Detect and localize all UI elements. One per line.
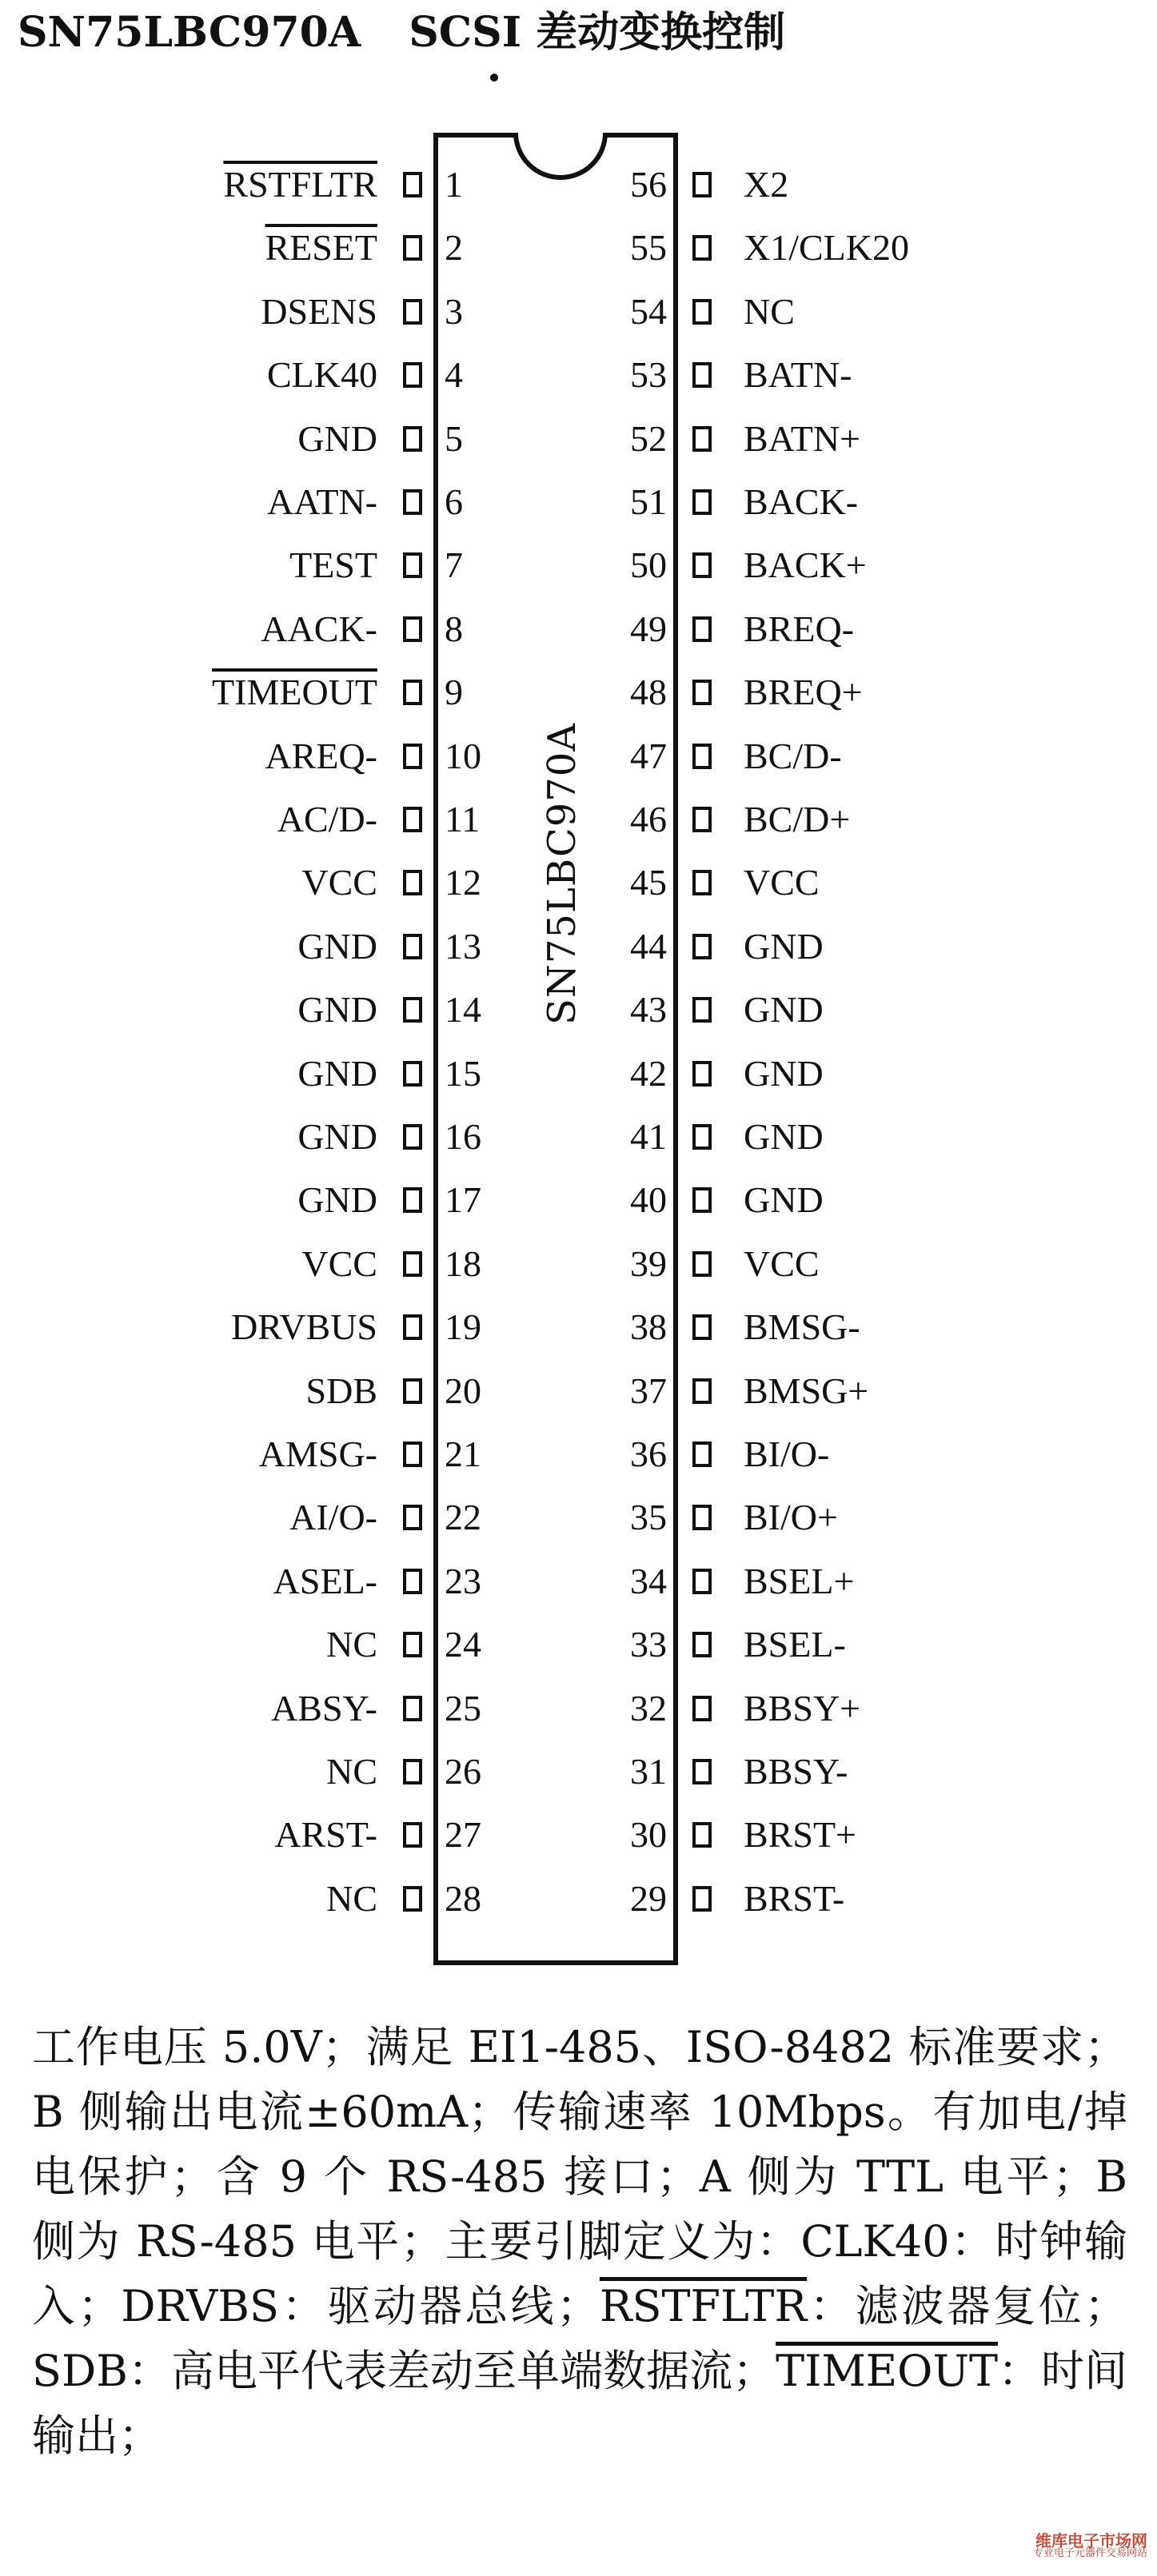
pin-17-number-wrap bbox=[433, 1174, 513, 1226]
pin-29 bbox=[630, 1872, 1157, 1925]
pin-54-number-wrap bbox=[598, 285, 678, 338]
pin-52-number: 52 bbox=[630, 418, 667, 459]
pin-14-name: GND bbox=[297, 989, 377, 1030]
pin-21-name: AMSG- bbox=[258, 1434, 377, 1474]
pin-29-number: 29 bbox=[630, 1878, 667, 1919]
pin-28 bbox=[0, 1872, 481, 1925]
pin-6-number: 6 bbox=[445, 481, 463, 522]
pin-42-number: 42 bbox=[630, 1053, 667, 1094]
pin-50-name: BACK+ bbox=[744, 544, 867, 585]
pin-13-number-wrap bbox=[433, 920, 513, 973]
pin-19-name: DRVBUS bbox=[231, 1306, 377, 1347]
pin-48-number: 48 bbox=[630, 672, 667, 712]
pin-14-number: 14 bbox=[445, 989, 481, 1030]
pin-20-name: SDB bbox=[305, 1370, 377, 1411]
pin-6-name: AATN- bbox=[267, 481, 377, 522]
pin-40-number-wrap bbox=[598, 1174, 678, 1226]
pin-3-number: 3 bbox=[445, 291, 463, 332]
pin-19 bbox=[0, 1301, 481, 1354]
pin-14-number-wrap bbox=[433, 983, 513, 1036]
pin-40 bbox=[630, 1174, 1157, 1226]
pin-29-number-wrap bbox=[598, 1872, 678, 1925]
chip-notch bbox=[513, 133, 608, 184]
pin-32 bbox=[630, 1682, 1157, 1735]
chip-part-label: SN75LBC970A bbox=[540, 722, 584, 1026]
pin-40-number: 40 bbox=[630, 1179, 667, 1220]
pin-15-number-wrap bbox=[433, 1047, 513, 1100]
pin-27-number: 27 bbox=[445, 1814, 481, 1855]
pin-51-pad bbox=[692, 489, 712, 515]
pin-23-pad bbox=[403, 1569, 422, 1594]
pin-48-name: BREQ+ bbox=[744, 672, 863, 712]
pin-52-name: BATN+ bbox=[744, 418, 861, 459]
pin-20-number-wrap bbox=[433, 1365, 513, 1418]
pin-36 bbox=[630, 1428, 1157, 1481]
pin-5-number-wrap bbox=[433, 413, 513, 465]
pin-27 bbox=[0, 1808, 481, 1861]
pin-7-pad bbox=[403, 552, 422, 578]
pin-2-name: RESET bbox=[265, 227, 377, 268]
page-title bbox=[18, 5, 785, 61]
pin-47-pad bbox=[692, 744, 712, 769]
pin-11-name: AC/D- bbox=[277, 799, 377, 839]
pin-43 bbox=[630, 983, 1157, 1036]
pin-46-pad bbox=[692, 807, 712, 832]
pin-31-number: 31 bbox=[630, 1751, 667, 1792]
pin-5-number: 5 bbox=[445, 418, 463, 459]
pin-28-name: NC bbox=[326, 1878, 377, 1919]
pin-18-name: VCC bbox=[301, 1243, 377, 1284]
pin-25 bbox=[0, 1682, 481, 1735]
pin-33 bbox=[630, 1618, 1157, 1671]
pin-35-name: BI/O+ bbox=[744, 1497, 838, 1537]
pin-15-pad bbox=[403, 1061, 422, 1087]
pin-2-number: 2 bbox=[445, 227, 463, 268]
pin-32-number: 32 bbox=[630, 1688, 667, 1729]
pin-17-number: 17 bbox=[445, 1179, 481, 1220]
pin-36-number: 36 bbox=[630, 1434, 667, 1474]
pin-26-number-wrap bbox=[433, 1745, 513, 1798]
pin-24 bbox=[0, 1618, 481, 1671]
pin-35-number-wrap bbox=[598, 1491, 678, 1544]
pin-51-number: 51 bbox=[630, 481, 667, 522]
pin-36-number-wrap bbox=[598, 1428, 678, 1481]
pin-6-number-wrap bbox=[433, 476, 513, 528]
pin-1 bbox=[0, 158, 463, 211]
pin-41-number: 41 bbox=[630, 1116, 667, 1157]
pin-53-name: BATN- bbox=[744, 354, 852, 395]
pin-18 bbox=[0, 1238, 481, 1290]
pin-23 bbox=[0, 1555, 481, 1608]
pin-37-name: BMSG+ bbox=[744, 1370, 869, 1411]
pin-38-name: BMSG- bbox=[744, 1306, 860, 1347]
pin-30 bbox=[630, 1808, 1157, 1861]
pin-25-number-wrap bbox=[433, 1682, 513, 1735]
pin-17-pad bbox=[403, 1187, 422, 1213]
pin-31 bbox=[630, 1745, 1157, 1798]
pin-50-pad bbox=[692, 552, 712, 578]
pin-31-number-wrap bbox=[598, 1745, 678, 1798]
pin-48-number-wrap bbox=[598, 666, 678, 719]
pin-9-pad bbox=[403, 680, 422, 705]
pin-45-name: VCC bbox=[744, 862, 820, 903]
pin-39-number-wrap bbox=[598, 1238, 678, 1290]
pin-47-name: BC/D- bbox=[744, 736, 842, 776]
pin-39-name: VCC bbox=[744, 1243, 820, 1284]
pin-7-name: TEST bbox=[289, 544, 377, 585]
pin-9-number-wrap bbox=[433, 666, 513, 719]
pin-11 bbox=[0, 793, 481, 846]
pin-52-pad bbox=[692, 426, 712, 452]
pin-1-name: RSTFLTR bbox=[223, 164, 377, 205]
pin-24-number: 24 bbox=[445, 1624, 481, 1665]
pin-5 bbox=[0, 413, 463, 465]
watermark bbox=[1027, 2531, 1147, 2573]
pin-34-number: 34 bbox=[630, 1561, 667, 1601]
watermark-logo: 维库电子市场网 bbox=[1035, 2531, 1147, 2550]
pin-39-number: 39 bbox=[630, 1243, 667, 1284]
pin-40-name: GND bbox=[744, 1179, 824, 1220]
description-text-3: ：时间输出； bbox=[32, 2346, 1127, 2461]
pin-54-name: NC bbox=[744, 291, 795, 332]
pin-27-pad bbox=[403, 1822, 422, 1848]
pin-49-number: 49 bbox=[630, 608, 667, 649]
pin-24-name: NC bbox=[326, 1624, 377, 1665]
pin-2 bbox=[0, 221, 463, 274]
pin-9-number: 9 bbox=[445, 672, 463, 712]
pin-15 bbox=[0, 1047, 481, 1100]
pin-17-name: GND bbox=[297, 1179, 377, 1220]
pin-51-number-wrap bbox=[598, 476, 678, 528]
pin-27-name: ARST- bbox=[274, 1814, 377, 1855]
pin-56 bbox=[630, 158, 1157, 211]
pin-42-name: GND bbox=[744, 1053, 824, 1094]
pin-43-pad bbox=[692, 997, 712, 1023]
pin-28-number: 28 bbox=[445, 1878, 481, 1919]
pin-38-pad bbox=[692, 1314, 712, 1340]
pin-53-number: 53 bbox=[630, 354, 667, 395]
pin-10-number: 10 bbox=[445, 736, 481, 776]
pin-9-name: TIMEOUT bbox=[212, 672, 377, 712]
pin-14-pad bbox=[403, 997, 422, 1023]
pin-22-number: 22 bbox=[445, 1497, 481, 1537]
pin-28-pad bbox=[403, 1886, 422, 1912]
pin-28-number-wrap bbox=[433, 1872, 513, 1925]
pin-54-pad bbox=[692, 299, 712, 325]
pin-51 bbox=[630, 476, 1157, 528]
pin-18-number-wrap bbox=[433, 1238, 513, 1290]
description-paragraph bbox=[32, 2015, 1127, 2468]
pin1-indicator-dot bbox=[490, 74, 498, 82]
pin-12-number-wrap bbox=[433, 856, 513, 909]
pin-12 bbox=[0, 856, 481, 909]
pin-35-number: 35 bbox=[630, 1497, 667, 1537]
pin-44-name: GND bbox=[744, 926, 824, 967]
pin-40-pad bbox=[692, 1187, 712, 1213]
pin-35 bbox=[630, 1491, 1157, 1544]
pin-38 bbox=[630, 1301, 1157, 1354]
pin-50 bbox=[630, 539, 1157, 592]
description-text-2: ：滤波器复位；SDB：高电平代表差动至单端数据流； bbox=[32, 2281, 1127, 2396]
pin-47-number: 47 bbox=[630, 736, 667, 776]
description-text-1: 工作电压 5.0V；满足 EI1-485、ISO-8482 标准要求；B 侧输出电流±60mA；传输速率 10Mbps。有加电/掉电保护；含 9 个 RS-485 接口；A 侧为 TTL 电平；B 侧为 RS-485 电平；主要引脚定义为：CLK40：时钟输入；DRVBS：驱动器总线； bbox=[32, 2022, 1127, 2331]
pin-56-name: X2 bbox=[744, 164, 789, 205]
pin-3-number-wrap bbox=[433, 285, 513, 338]
pin-38-number-wrap bbox=[598, 1301, 678, 1354]
pin-20 bbox=[0, 1365, 481, 1418]
pin-55-name: X1/CLK20 bbox=[744, 227, 909, 268]
pin-24-number-wrap bbox=[433, 1618, 513, 1671]
pin-10-number-wrap bbox=[433, 730, 513, 783]
pin-12-name: VCC bbox=[301, 862, 377, 903]
pin-2-pad bbox=[403, 235, 422, 261]
pin-36-name: BI/O- bbox=[744, 1434, 830, 1474]
pin-8-name: AACK- bbox=[261, 608, 377, 649]
pin-7-number-wrap bbox=[433, 539, 513, 592]
pin-42-pad bbox=[692, 1061, 712, 1087]
pin-5-name: GND bbox=[297, 418, 377, 459]
pin-31-pad bbox=[692, 1759, 712, 1784]
pin-41-pad bbox=[692, 1124, 712, 1150]
pin-26 bbox=[0, 1745, 481, 1798]
pin-39 bbox=[630, 1238, 1157, 1290]
pin-54-number: 54 bbox=[630, 291, 667, 332]
pin-45-number-wrap bbox=[598, 856, 678, 909]
pin-48-pad bbox=[692, 680, 712, 705]
pin-25-number: 25 bbox=[445, 1688, 481, 1729]
pin-30-name: BRST+ bbox=[744, 1814, 856, 1855]
pin-53 bbox=[630, 349, 1157, 401]
pin-8-pad bbox=[403, 616, 422, 642]
pin-37-number-wrap bbox=[598, 1365, 678, 1418]
pin-18-pad bbox=[403, 1251, 422, 1277]
pin-13-number: 13 bbox=[445, 926, 481, 967]
pin-52 bbox=[630, 413, 1157, 465]
pin-22-name: AI/O- bbox=[289, 1497, 377, 1537]
pin-2-number-wrap bbox=[433, 221, 513, 274]
pin-25-pad bbox=[403, 1696, 422, 1721]
pin-16-number-wrap bbox=[433, 1111, 513, 1163]
pin-3-pad bbox=[403, 299, 422, 325]
pin-14 bbox=[0, 983, 481, 1036]
pin-32-name: BBSY+ bbox=[744, 1688, 861, 1729]
pin-46-number-wrap bbox=[598, 793, 678, 846]
pin-44-pad bbox=[692, 934, 712, 959]
pin-45 bbox=[630, 856, 1157, 909]
pin-13-name: GND bbox=[297, 926, 377, 967]
pin-13 bbox=[0, 920, 481, 973]
pin-11-number-wrap bbox=[433, 793, 513, 846]
pin-45-pad bbox=[692, 870, 712, 895]
pin-18-number: 18 bbox=[445, 1243, 481, 1284]
pin-24-pad bbox=[403, 1632, 422, 1657]
pin-50-number: 50 bbox=[630, 544, 667, 585]
pin-16 bbox=[0, 1111, 481, 1163]
title-part-number: SN75LBC970A bbox=[18, 8, 361, 57]
pin-29-name: BRST- bbox=[744, 1878, 845, 1919]
pin-7-number: 7 bbox=[445, 544, 463, 585]
pin-47-number-wrap bbox=[598, 730, 678, 783]
pin-32-number-wrap bbox=[598, 1682, 678, 1735]
pin-17 bbox=[0, 1174, 481, 1226]
pin-55-number-wrap bbox=[598, 221, 678, 274]
pin-33-pad bbox=[692, 1632, 712, 1657]
pin-39-pad bbox=[692, 1251, 712, 1277]
pin-42 bbox=[630, 1047, 1157, 1100]
pin-25-name: ABSY- bbox=[271, 1688, 377, 1729]
pin-34 bbox=[630, 1555, 1157, 1608]
pin-1-pad bbox=[403, 172, 422, 197]
pin-21 bbox=[0, 1428, 481, 1481]
pin-10 bbox=[0, 730, 481, 783]
pin-56-pad bbox=[692, 172, 712, 197]
pin-23-name: ASEL- bbox=[273, 1561, 377, 1601]
pin-31-name: BBSY- bbox=[744, 1751, 848, 1792]
pin-50-number-wrap bbox=[598, 539, 678, 592]
pin-49-pad bbox=[692, 616, 712, 642]
pin-16-pad bbox=[403, 1124, 422, 1150]
pin-55-pad bbox=[692, 235, 712, 261]
pin-56-number: 56 bbox=[630, 164, 667, 205]
pin-53-pad bbox=[692, 362, 712, 388]
description-rstfltr: RSTFLTR bbox=[599, 2281, 808, 2331]
pin-10-name: AREQ- bbox=[265, 736, 377, 776]
pin-37-number: 37 bbox=[630, 1370, 667, 1411]
description-timeout: TIMEOUT bbox=[776, 2346, 998, 2396]
pin-29-pad bbox=[692, 1886, 712, 1912]
pin-15-name: GND bbox=[297, 1053, 377, 1094]
pin-12-pad bbox=[403, 870, 422, 895]
pin-44-number-wrap bbox=[598, 920, 678, 973]
pin-30-number: 30 bbox=[630, 1814, 667, 1855]
pin-3-name: DSENS bbox=[261, 291, 377, 332]
pin-6-pad bbox=[403, 489, 422, 515]
pin-33-name: BSEL- bbox=[744, 1624, 846, 1665]
pin-16-name: GND bbox=[297, 1116, 377, 1157]
pin-41 bbox=[630, 1111, 1157, 1163]
pin-27-number-wrap bbox=[433, 1808, 513, 1861]
pin-7 bbox=[0, 539, 463, 592]
pin-45-number: 45 bbox=[630, 862, 667, 903]
pin-54 bbox=[630, 285, 1157, 338]
pin-32-pad bbox=[692, 1696, 712, 1721]
pin-23-number: 23 bbox=[445, 1561, 481, 1601]
pin-20-number: 20 bbox=[445, 1370, 481, 1411]
pin-30-number-wrap bbox=[598, 1808, 678, 1861]
pin-43-name: GND bbox=[744, 989, 824, 1030]
title-description: SCSI 差动变换控制 bbox=[409, 8, 786, 57]
pin-56-number-wrap bbox=[598, 158, 678, 211]
pin-33-number-wrap bbox=[598, 1618, 678, 1671]
pin-41-name: GND bbox=[744, 1116, 824, 1157]
pin-6 bbox=[0, 476, 463, 528]
pin-51-name: BACK- bbox=[744, 481, 859, 522]
pin-11-pad bbox=[403, 807, 422, 832]
pin-46-number: 46 bbox=[630, 799, 667, 839]
pin-34-pad bbox=[692, 1569, 712, 1594]
pin-46-name: BC/D+ bbox=[744, 799, 851, 839]
pin-5-pad bbox=[403, 426, 422, 452]
pin-11-number: 11 bbox=[445, 799, 481, 839]
pin-49-number-wrap bbox=[598, 603, 678, 656]
pin-44 bbox=[630, 920, 1157, 973]
pin-49 bbox=[630, 603, 1157, 656]
pin-1-number-wrap bbox=[433, 158, 513, 211]
pin-8-number: 8 bbox=[445, 608, 463, 649]
pin-8-number-wrap bbox=[433, 603, 513, 656]
pin-52-number-wrap bbox=[598, 413, 678, 465]
pin-4-number: 4 bbox=[445, 354, 463, 395]
pin-37-pad bbox=[692, 1378, 712, 1404]
pin-33-number: 33 bbox=[630, 1624, 667, 1665]
pin-21-number-wrap bbox=[433, 1428, 513, 1481]
pin-38-number: 38 bbox=[630, 1306, 667, 1347]
pin-16-number: 16 bbox=[445, 1116, 481, 1157]
pin-8 bbox=[0, 603, 463, 656]
pin-3 bbox=[0, 285, 463, 338]
pin-53-number-wrap bbox=[598, 349, 678, 401]
pin-4-name: CLK40 bbox=[267, 354, 377, 395]
pin-44-number: 44 bbox=[630, 926, 667, 967]
pin-47 bbox=[630, 730, 1157, 783]
pin-10-pad bbox=[403, 744, 422, 769]
pin-23-number-wrap bbox=[433, 1555, 513, 1608]
pin-55-number: 55 bbox=[630, 227, 667, 268]
pin-41-number-wrap bbox=[598, 1111, 678, 1163]
pin-22 bbox=[0, 1491, 481, 1544]
pin-19-number: 19 bbox=[445, 1306, 481, 1347]
pin-12-number: 12 bbox=[445, 862, 481, 903]
pin-26-number: 26 bbox=[445, 1751, 481, 1792]
pin-36-pad bbox=[692, 1442, 712, 1467]
pin-26-name: NC bbox=[326, 1751, 377, 1792]
pin-55 bbox=[630, 221, 1157, 274]
pin-21-number: 21 bbox=[445, 1434, 481, 1474]
pin-19-pad bbox=[403, 1314, 422, 1340]
pin-34-number-wrap bbox=[598, 1555, 678, 1608]
pin-13-pad bbox=[403, 934, 422, 959]
pin-37 bbox=[630, 1365, 1157, 1418]
pin-15-number: 15 bbox=[445, 1053, 481, 1094]
pin-1-number: 1 bbox=[445, 164, 463, 205]
pin-26-pad bbox=[403, 1759, 422, 1784]
pin-19-number-wrap bbox=[433, 1301, 513, 1354]
pin-30-pad bbox=[692, 1822, 712, 1848]
pin-22-pad bbox=[403, 1505, 422, 1530]
pin-9 bbox=[0, 666, 463, 719]
pin-4 bbox=[0, 349, 463, 401]
watermark-tagline: 专业电子元器件交易网站 bbox=[1032, 2547, 1147, 2559]
pin-20-pad bbox=[403, 1378, 422, 1404]
pin-46 bbox=[630, 793, 1157, 846]
pin-43-number-wrap bbox=[598, 983, 678, 1036]
pin-48 bbox=[630, 666, 1157, 719]
pin-35-pad bbox=[692, 1505, 712, 1530]
pin-22-number-wrap bbox=[433, 1491, 513, 1544]
pin-49-name: BREQ- bbox=[744, 608, 854, 649]
pin-43-number: 43 bbox=[630, 989, 667, 1030]
pin-34-name: BSEL+ bbox=[744, 1561, 855, 1601]
pin-21-pad bbox=[403, 1442, 422, 1467]
pin-4-number-wrap bbox=[433, 349, 513, 401]
pin-42-number-wrap bbox=[598, 1047, 678, 1100]
pin-4-pad bbox=[403, 362, 422, 388]
